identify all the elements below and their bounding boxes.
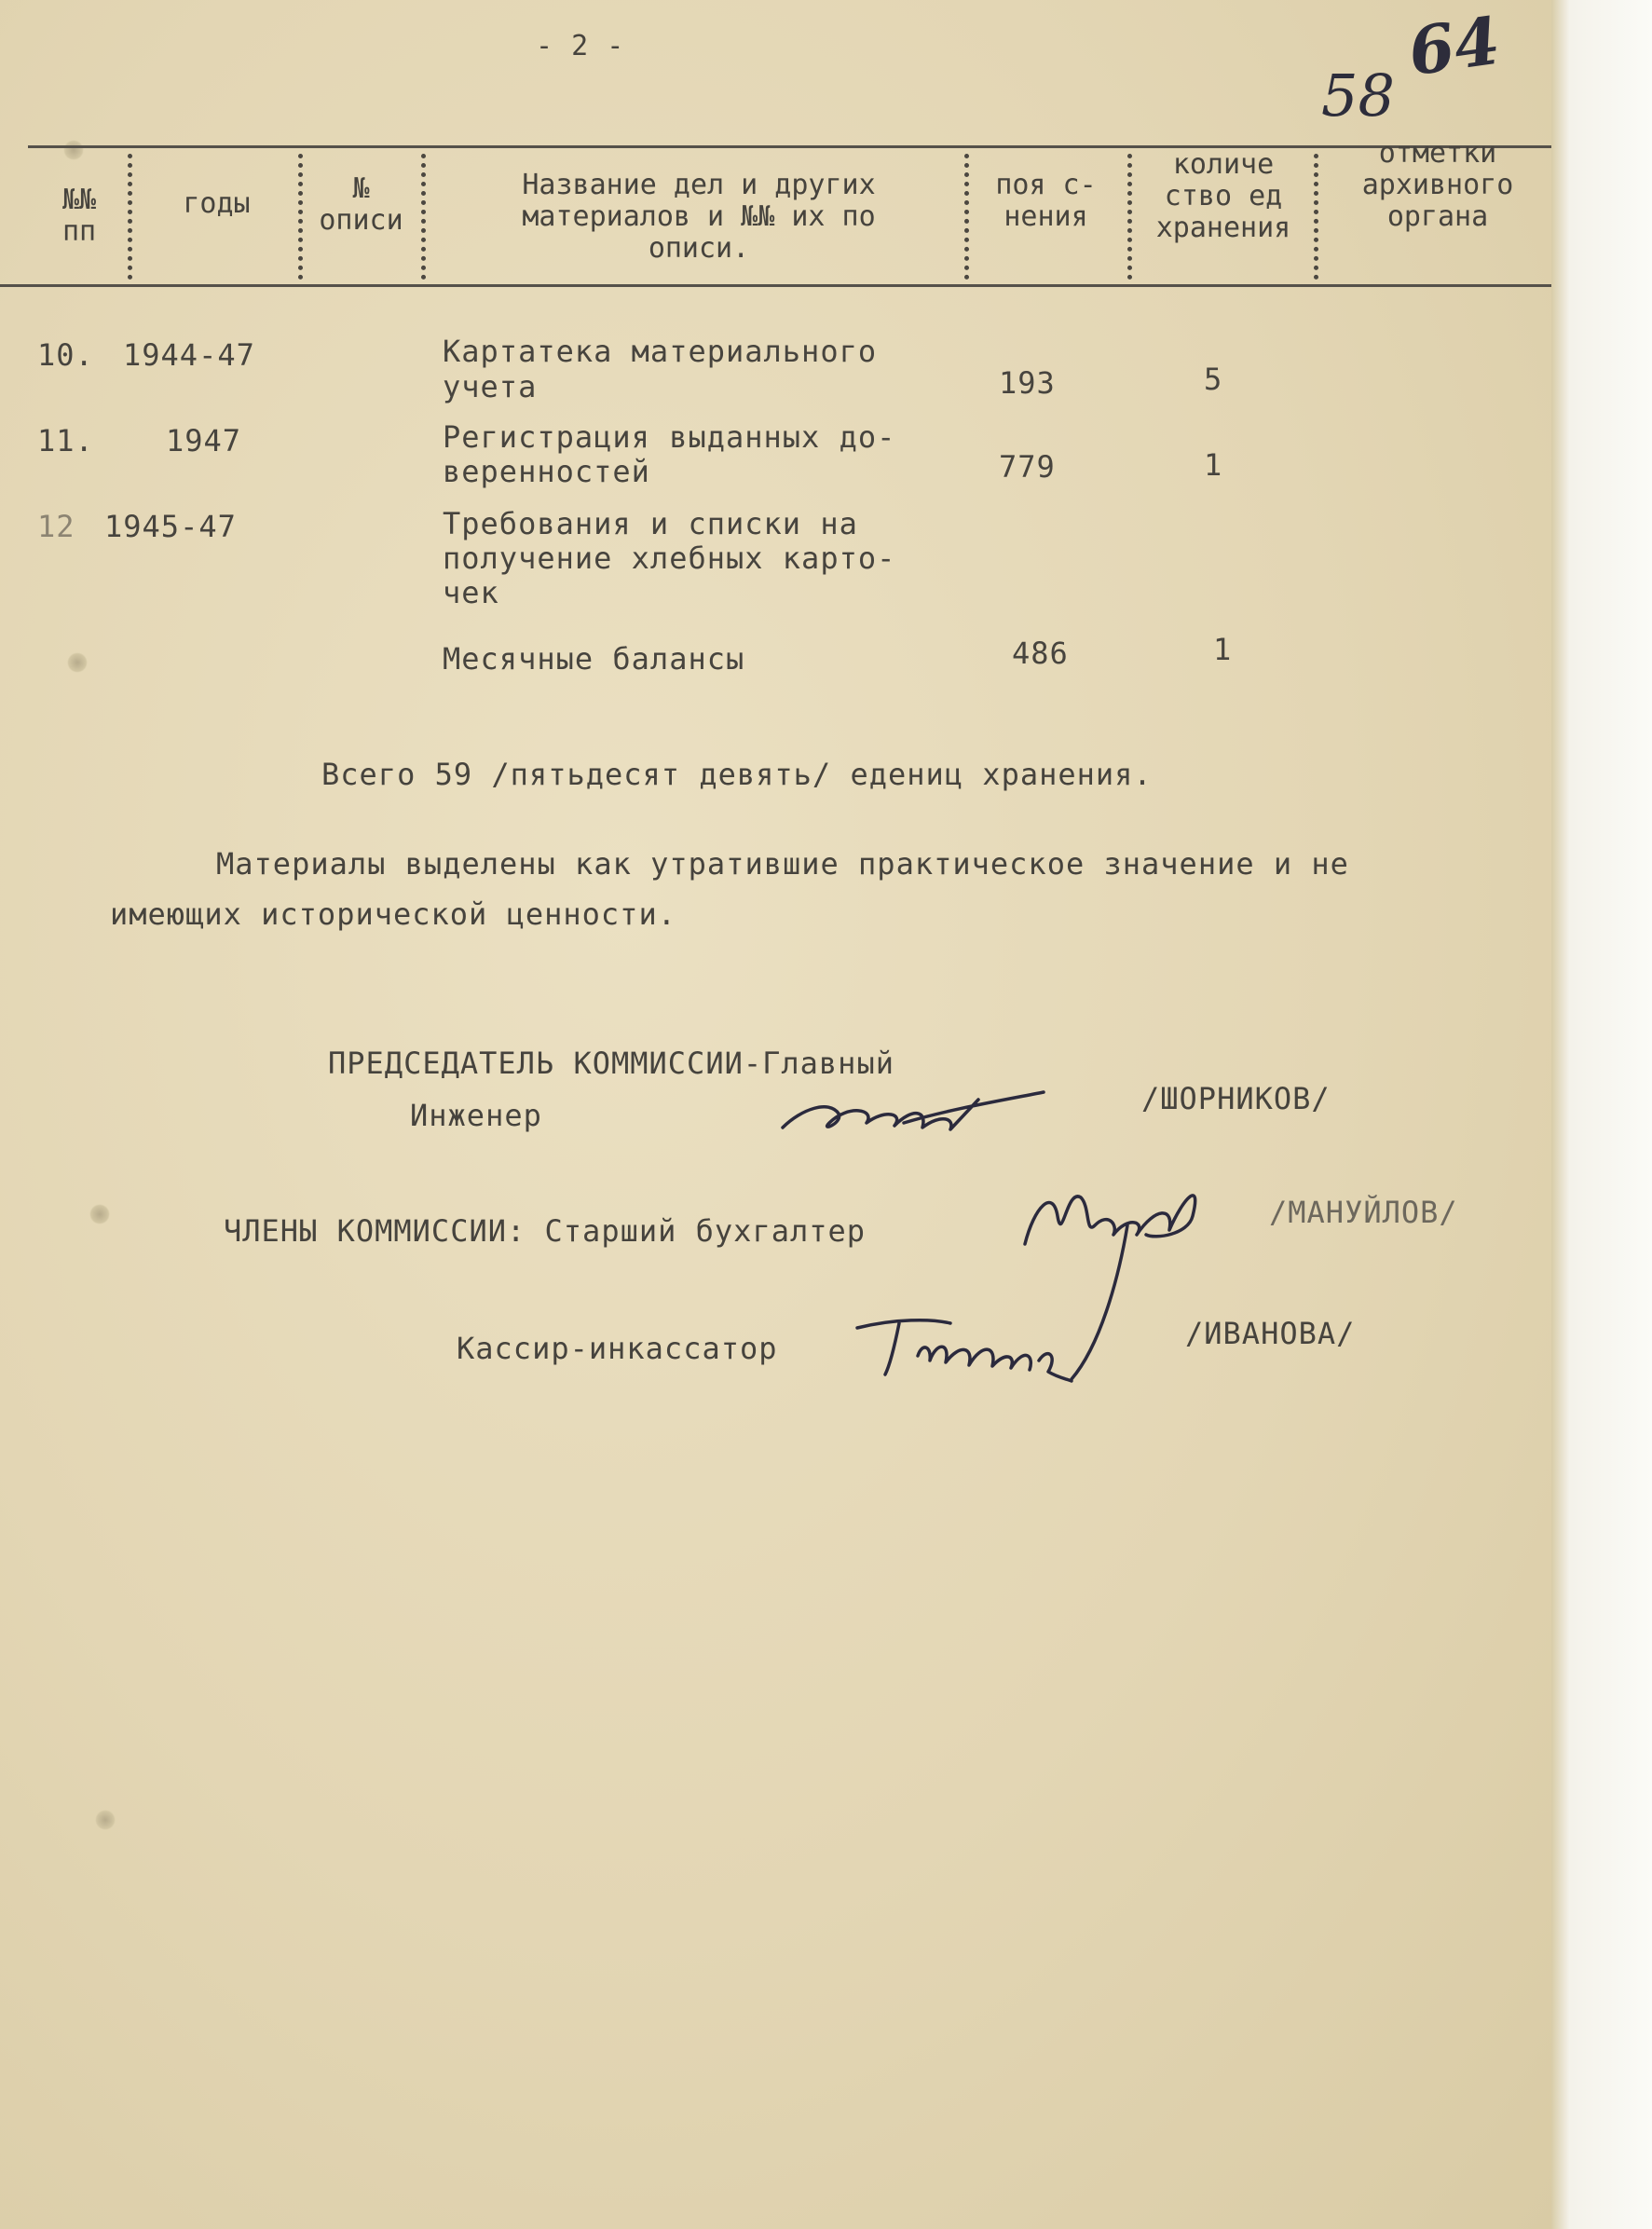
note-line: имеющих исторической ценности. (110, 896, 676, 932)
row-title-line: Месячные балансы (443, 641, 745, 677)
row-num: 11. (37, 423, 94, 458)
header-title: Название дел и других материалов и №№ их по описи. (522, 169, 876, 265)
header-archive-marks: отметки архивного органа (1361, 137, 1514, 233)
chairman-title: ПРЕДСЕДАТЕЛЬ КОММИССИИ-Главный (328, 1046, 894, 1081)
row-title-line: Картатека материального (443, 334, 878, 369)
row-explanation: 486 (1012, 636, 1069, 671)
member2-title: Кассир-инкассатор (457, 1331, 778, 1366)
row-quantity: 1 (1213, 632, 1233, 667)
row-title-line: чек (443, 575, 499, 610)
row-quantity: 1 (1204, 447, 1223, 483)
row-title-line: Требования и списки на (443, 506, 858, 541)
punch-hole (89, 1204, 110, 1224)
column-divider (421, 154, 426, 280)
chairman-title-cont: Инженер (410, 1098, 542, 1133)
page-marker: - 2 - (536, 30, 625, 62)
header-bottom-rule (0, 284, 1551, 287)
member1-name: /МАНУЙЛОВ/ (1269, 1195, 1458, 1230)
row-title-line: Регистрация выданных до- (443, 419, 896, 455)
note-line: Материалы выделены как утратившие практическое значение и не (216, 846, 1349, 882)
members-label: ЧЛЕНЫ КОММИССИИ: Старший бухгалтер (224, 1213, 867, 1249)
member2-name: /ИВАНОВА/ (1185, 1316, 1356, 1351)
punch-hole (63, 140, 84, 160)
row-num: 10. (37, 337, 94, 373)
row-explanation: 779 (999, 449, 1056, 485)
row-title-line: учета (443, 369, 538, 404)
header-years: годы (183, 187, 251, 220)
row-years: 1944-47 (123, 337, 255, 373)
sheet-number-overwritten: 64 (1403, 1, 1505, 91)
chairman-name: /ШОРНИКОВ/ (1141, 1081, 1331, 1116)
member2-signature (848, 1305, 1090, 1388)
header-inventory: № описи (319, 172, 403, 237)
row-years: 1945-47 (104, 509, 237, 544)
chairman-signature (764, 1072, 1062, 1156)
row-title-line: получение хлебных карто- (443, 540, 896, 576)
total-line: Всего 59 /пятьдесят девять/ едениц хранения. (321, 757, 1153, 792)
column-divider (128, 154, 132, 280)
row-num: 12 (37, 509, 75, 544)
header-quantity: количе ство ед хранения (1155, 148, 1291, 244)
row-quantity: 5 (1204, 362, 1223, 397)
sheet-number-current: 58 (1321, 62, 1395, 130)
page-edge (1551, 0, 1652, 2229)
header-num: №№ пп (61, 184, 97, 248)
row-title-line: веренностей (443, 454, 650, 489)
punch-hole (95, 1810, 116, 1830)
column-divider (1314, 154, 1318, 280)
column-divider (1127, 154, 1132, 280)
header-explanations: поя с- нения (995, 169, 1097, 233)
row-years: 1947 (166, 423, 242, 458)
row-explanation: 193 (999, 365, 1056, 401)
punch-hole (67, 652, 88, 673)
